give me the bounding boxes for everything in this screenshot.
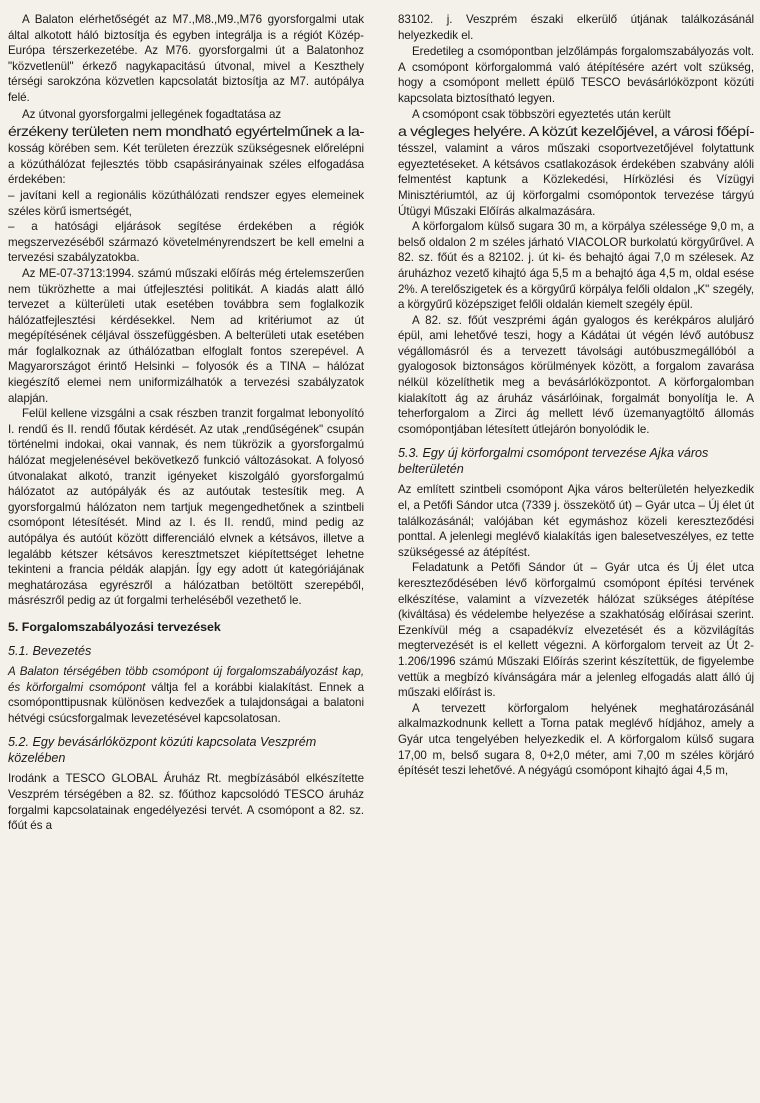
subsection-heading-5-1: 5.1. Bevezetés (8, 643, 92, 658)
paragraph-roundabout-geometry: A körforgalom külső sugara 30 m, a körpálya szélessége 9,0 m, a belső oldalon 2 m széles járható VIACOLOR burkolatú körgyűrűvel. A 82. sz. főút és a 82102. j. út ki- és behajtó ágai 7,0 m szélesek. Az áruházhoz vezető kihajtó ága 5,5 m a behajtó ága 4,5 m, oldal esése 2%. A terelőszigetek és a körgyűrű körpálya felőli oldalon „K" szegély, a körgyűrű középsziget felőli oldalán kiemelt szegély épül. (398, 220, 754, 312)
paragraph-ajka-location: Az említett szintbeli csomópont Ajka város belterületén helyezkedik el, a Petőfi Sándor utca (7339 j. összekötő út) – Gyár utca – Új élet út találkozásánál; valójában két egymáshoz közeli kereszteződési ponttal. A jelenlegi meglévő kialakítás igen balesetveszélyes, ez tette szükségessé az átépítést. (398, 483, 754, 559)
paragraph-junction-location: 83102. j. Veszprém északi elkerülő útjának találkozásánál helyezkedik el. (398, 13, 754, 42)
paragraph-introduction-rest: váltja fel a korábbi kialakítást. Ennek a csomóponttipusnak különösen kedvezőek a tulajdonságai a balatoni hétvégi csúcsforgalmak levezetésével kapcsolatosan. (8, 680, 365, 725)
left-column (8, 12, 364, 834)
paragraph-route-intro: Az útvonal gyorsforgalmi jellegének fogadtatása az (22, 107, 282, 121)
paragraph-route-rest: kosság körében sem. Két területen érezzük szükségesnek előrelépni a közúthálózat fejlesztés több csapásirányainak széles elfogadása érdekében: (8, 142, 364, 187)
paragraph-consultation-body (398, 122, 754, 219)
paragraph-ajka-geometry: A tervezett körforgalom helyének meghatározásánál alkalmazkodnunk kellett a Torna patak meglévő hídjához, amely a Gyár utca tengelyében helyezkedik el. A körforgalom külső sugara 17,00 m, belső sugara 8, 0+2,0 méter, ami 7,00 m széles körjáró építését teszi lehetővé. A négyágú csomópont kihajtó ágai 4,5 m, (398, 701, 754, 778)
emphasized-text: A Balaton térségében több csomópont új forgalomszabályozást kap, és körforgalmi csomópont (8, 664, 364, 694)
paragraph-introduction (8, 664, 364, 726)
list-item: – javítani kell a regionális közúthálózati rendszer egyes elemeinek széles körű ismertségét, (8, 188, 364, 218)
paragraph-route-body (8, 122, 364, 188)
paragraph-road-categories: Felül kellene vizsgálni a csak részben tranzit forgalmat lebonyolító I. rendű és II. rendű főutak kérdését. Az utak „rendűségének" csupán történelmi indokai, okai vannak, és nem tükrözik a gyorsforgalmú hálózat megjelenésével bekövetkező funkció változásokat. A folyosó útvonalakat alkotó, tranzit igényeket kiszolgáló gyorsforgalmú hálózatot az autópályák és az autóutak testesítik meg. A gyorsforgalmú hálózaton nem tartjuk megengedhetőnek a szintbeli csomópont létesítését. Mind az I. és II. rendű, mind pedig az autópálya és autóút között differenciáló elvnek a kétsávos, illetve a legalább kétszer kétsávos keresztmetszet kiépítettséget lehetne tekinteni a francia példák alapján. Így egy adott út kategóriájának meghatározása egyrészről a hálózatban betöltött szerepéből, másrészről pedig az út forgalmi terheléséből vezethető le. (8, 407, 364, 608)
paragraph-consultation-intro: A csomópont csak többszöri egyeztetés után került (412, 107, 671, 121)
paragraph-underpass: A 82. sz. főút veszprémi ágán gyalogos és kerékpáros aluljáró épül, ami lehetővé teszi, hogy a Kádátai út végén lévő autóbusz végállomásról és a tervezett távolsági autóbuszmegállóból a gyalogosok biztonságos körülmények között, a forgalom zavarása nélkül közelíthetik meg a bevásárlóközpontot. A körforgalomban kialakított ág az áruház vásárlóinak, forgalmát bonyolítja le. A teherforgalom a Zirci ág mellett lévő üzemanyagtöltő állomás csomópontjában létesített útlejárón bonyolódik le. (398, 313, 754, 436)
section-heading-5: 5. Forgalomszabályozási tervezések (8, 619, 221, 634)
subsection-heading-5-2: 5.2. Egy bevásárlóközpont közúti kapcsolata Veszprém közelében (8, 735, 317, 766)
paragraph-signal-control: Eredetileg a csomópontban jelzőlámpás forgalomszabályozás volt. A csomópont körforgalommá való átépítésére azért volt szükség, hogy a csomópont mellett épülő TESCO bevásárlóközpont közúti kapcsolata biztosítható legyen. (398, 45, 754, 105)
paragraph-ajka-task: Feladatunk a Petőfi Sándor út – Gyár utca és Új élet utca kereszteződésében lévő körforgalmú csomópont építési tervének elkészítése, valamint a vízvezeték hálózat szükséges átépítése (kiváltása) és védelembe helyezése a szakhatóság előírásai szerint. Ezenkívül még a csapadékvíz elvezetését és a közvilágítás megtervezését is el kellett végezni. A körforgalom terveit az Út 2-1.206/1996 számú Műszaki Előírás szerint készítettük, de figyelembe vettük a megbízó kívánságára már a jelenleg elfogadás alatt álló új műszaki előírást is. (398, 561, 754, 700)
paragraph-m7-network: A Balaton elérhetőségét az M7.,M8.,M9.,M76 gyorsforgalmi utak által alkotott háló biztosítja és egyben integrálja is a régiót Közép-Európa térszerkezetébe. Az M76. gyorsforgalmi út a Balatonhoz "közvetlenül" érkező nagykapacitású útvonal, mivel a Keszthely térségi sarokzóna közvetlen kapcsolatát biztosítja az M7. autópálya felé. (8, 13, 364, 104)
paragraph-tesco: Irodánk a TESCO GLOBAL Áruház Rt. megbízásából elkészítette Veszprém térségében a 82. sz. főúthoz kapcsolódó TESCO áruház forgalmi kapcsolatainak engedélyezési tervét. A csomópont a 82. sz. főút és a (8, 772, 364, 833)
enlarged-text-line: a végleges helyére. A közút kezelőjével, a városi főépí- (398, 123, 754, 140)
enlarged-text-line: érzékeny területen nem mondható egyértelműnek a la- (8, 123, 364, 140)
subsection-heading-5-3: 5.3. Egy új körforgalmi csomópont tervezése Ajka város belterületén (398, 446, 709, 477)
list-item: – a hatósági eljárások segítése érdekében a régiók megszervezéséből származó követelményrendszert be kell emelni a tervezési szabályzatokba. (8, 220, 364, 265)
right-column (398, 12, 754, 779)
paragraph-me-regulation: Az ME-07-3713:1994. számú műszaki előírás még értelemszerűen nem tükrözhette a mai útfejlesztési politikát. A kiadás alatt álló tervezet a külterületi utak esetében továbbra sem foglalkozik hálózatfejlesztési kérdésekkel. Nem ad kritériumot az út megépítésének céljával összefüggésben. A belterületi utak esetében már foglalkoznak az úthálózatban elfoglalt fontos szerepével. A Magyarországot érintő Helsinki – folyosók és a TINA – hálózat kiegészítő elemei nem uniformizálhatók a tervezési szabályzatok alapján. (8, 266, 364, 405)
paragraph-consultation-rest: tésszel, valamint a város műszaki csoportvezetőjével folytattunk egyeztetéseket. A kétsávos csatlakozások érdekében szabvány alóli felmentést kaptunk a Közlekedési, Hírközlési és Vízügyi Minisztériumtól, az új körforgalmi csomópontok tervezése tárgyú Útügyi Műszaki Előírás alkalmazására. (398, 142, 754, 218)
